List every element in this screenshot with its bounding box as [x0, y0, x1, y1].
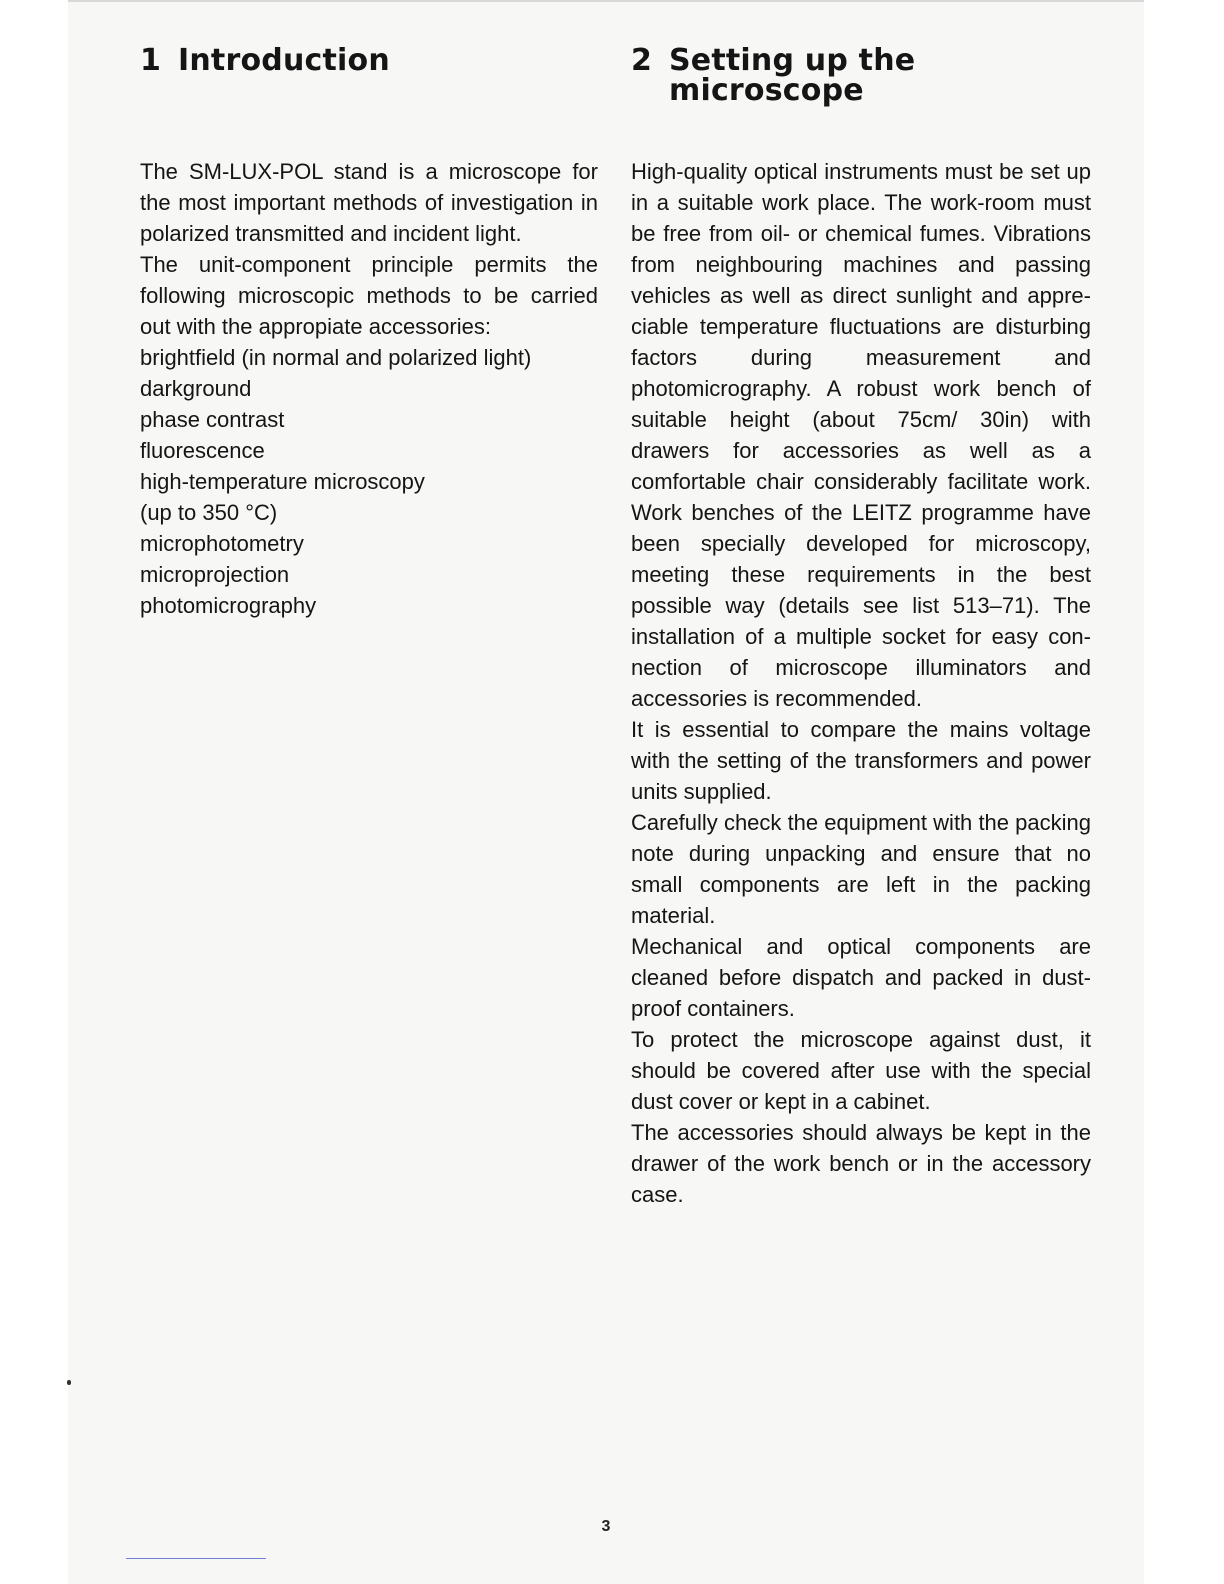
section-heading-setting-up — [631, 43, 1091, 156]
paragraph: It is essential to compare the mains voltage with the setting of the transformers and power units supplied. — [631, 717, 1091, 804]
document-page — [68, 0, 1144, 1584]
method-item: microphotometry — [140, 531, 304, 556]
introduction-body — [140, 156, 598, 621]
paragraph: High-quality optical instruments must be set up in a suitable work place. The work-room must be free from oil- or chemical fumes. Vibrations from neighbouring machines and passing vehicles as well as direct sunlight and appreciable temperature fluctuations are disturbing factors during measurement and photomicrography. A robust work bench of suitable height (about 75cm/ 30in) with drawers for accessories as well as a comfortable chair considerably facilitate work. Work benches of the LEITZ programme have been specially developed for microscopy, meeting these requirements in the best possible way (details see list 513–71). The installation of a multiple socket for easy connection of microscope illuminators and accessories is recommended. — [631, 159, 1091, 711]
method-item: microprojection — [140, 562, 290, 587]
method-item: fluorescence — [140, 438, 265, 463]
bottom-rule — [126, 1558, 266, 1559]
paragraph: The accessories should always be kept in the drawer of the work bench or in the accessory case. — [631, 1120, 1091, 1207]
method-item: (up to 350 °C) — [140, 500, 278, 525]
method-item: brightfield (in normal and polarized light) — [140, 345, 532, 370]
section-title: Introduction — [178, 43, 390, 78]
method-item: photomicrography — [140, 593, 317, 618]
page-number: 3 — [601, 1518, 611, 1535]
margin-mark — [67, 1380, 71, 1385]
section-title-line1: Setting up the — [669, 43, 916, 78]
method-item: darkground — [140, 376, 252, 401]
section-number: 2 — [631, 43, 653, 78]
method-item: high-temperature microscopy — [140, 469, 425, 494]
setting-up-body — [631, 156, 1091, 1210]
section-heading-introduction — [140, 43, 598, 156]
section-introduction — [140, 43, 598, 621]
paragraph: Mechanical and optical components are cleaned before dispatch and packed in dust-proof containers. — [631, 934, 1091, 1021]
method-item: phase contrast — [140, 407, 285, 432]
section-title-line2: microscope — [669, 73, 864, 108]
section-number: 1 — [140, 43, 162, 78]
paragraph: To protect the microscope against dust, it should be covered after use with the special dust cover or kept in a cabinet. — [631, 1027, 1091, 1114]
section-setting-up — [631, 43, 1091, 1210]
paragraph: The unit-component principle permits the following microscopic methods to be carried out with the appropiate accessories: — [140, 252, 598, 339]
paragraph: The SM-LUX-POL stand is a microscope for the most important methods of investigation in polarized transmitted and incident light. — [140, 159, 598, 246]
paragraph: Carefully check the equipment with the packing note during unpacking and ensure that no small components are left in the packing material. — [631, 810, 1091, 928]
